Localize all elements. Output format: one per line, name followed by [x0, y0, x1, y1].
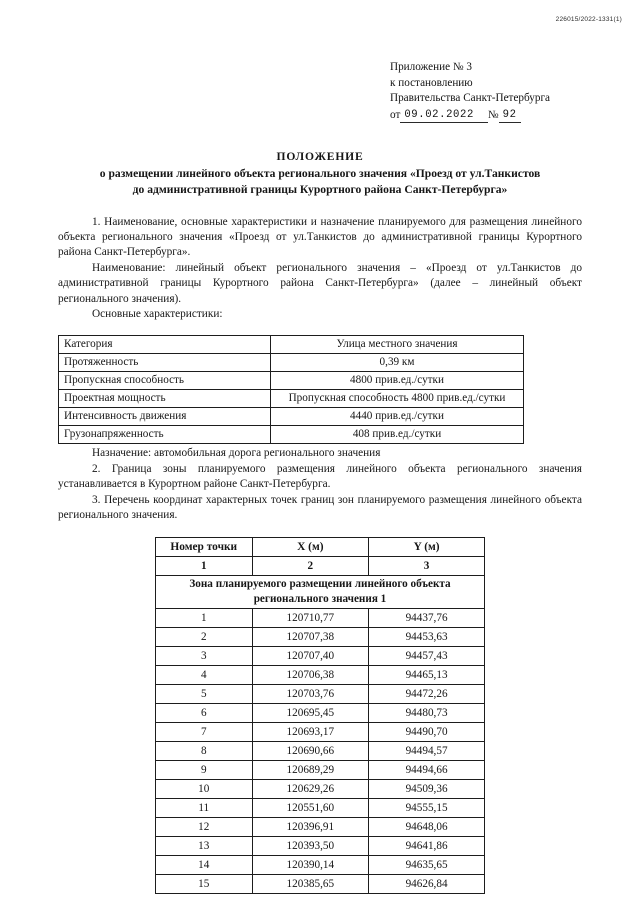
- point-y: 94641,86: [369, 837, 485, 856]
- point-x: 120707,40: [252, 647, 369, 666]
- characteristic-value: Улица местного значения: [271, 336, 524, 354]
- point-x: 120695,45: [252, 704, 369, 723]
- table-row: [156, 742, 485, 761]
- document-body-continued: [58, 446, 582, 523]
- table-row: [156, 875, 485, 894]
- point-x: 120551,60: [252, 799, 369, 818]
- point-y: 94490,70: [369, 723, 485, 742]
- characteristic-key: Интенсивность движения: [59, 408, 271, 426]
- point-number: 7: [156, 723, 253, 742]
- column-index: 2: [252, 557, 369, 576]
- coordinates-section-row: [156, 576, 485, 609]
- point-y: 94626,84: [369, 875, 485, 894]
- coordinates-table-body: [156, 609, 485, 894]
- point-y: 94480,73: [369, 704, 485, 723]
- characteristic-key: Проектная мощность: [59, 390, 271, 408]
- coordinates-table-wrapper: [58, 537, 582, 894]
- point-number: 4: [156, 666, 253, 685]
- point-y: 94635,65: [369, 856, 485, 875]
- table-row: [156, 609, 485, 628]
- column-index: 3: [369, 557, 485, 576]
- coordinates-header-row: [156, 538, 485, 557]
- date-label: от: [390, 108, 401, 121]
- point-x: 120706,38: [252, 666, 369, 685]
- point-x: 120707,38: [252, 628, 369, 647]
- zone-section-title: Зона планируемого размещении линейного объекта регионального значения 1: [156, 576, 485, 609]
- characteristic-key: Протяженность: [59, 354, 271, 372]
- table-row: [156, 818, 485, 837]
- table-row: [156, 837, 485, 856]
- paragraph-1-naming: 1. Наименование, основные характеристики и назначение планируемого для размещения линейного объекта регионального значения «Проезд от ул.Танкистов до административной границы Курортного района Санкт-Петербурга».: [58, 215, 582, 259]
- coordinates-table: [155, 537, 485, 894]
- point-y: 94453,63: [369, 628, 485, 647]
- table-row: [156, 628, 485, 647]
- characteristics-table: [58, 335, 524, 444]
- point-x: 120710,77: [252, 609, 369, 628]
- column-index: 1: [156, 557, 253, 576]
- point-y: 94648,06: [369, 818, 485, 837]
- column-header-point-number: Номер точки: [156, 538, 253, 557]
- table-row: [156, 723, 485, 742]
- decree-number-value: 92: [499, 109, 521, 123]
- table-row: [156, 780, 485, 799]
- characteristic-value: 4440 прив.ед./сутки: [271, 408, 524, 426]
- point-number: 15: [156, 875, 253, 894]
- column-header-x: X (м): [252, 538, 369, 557]
- point-number: 10: [156, 780, 253, 799]
- column-header-y: Y (м): [369, 538, 485, 557]
- number-label: №: [487, 108, 499, 121]
- point-number: 1: [156, 609, 253, 628]
- point-y: 94472,26: [369, 685, 485, 704]
- characteristic-key: Пропускная способность: [59, 372, 271, 390]
- point-number: 14: [156, 856, 253, 875]
- point-x: 120385,65: [252, 875, 369, 894]
- paragraph-2-designation: Наименование: линейный объект регионального значения – «Проезд от ул.Танкистов до административной границы Курортного района Санкт-Петербурга» (далее – линейный объект регионального значения).: [58, 261, 582, 305]
- paragraph-6-coordinates-intro: 3. Перечень координат характерных точек границ зон планируемого размещения линейного объекта регионального значения.: [58, 493, 582, 521]
- characteristic-value: 408 прив.ед./сутки: [271, 426, 524, 444]
- table-row: [156, 856, 485, 875]
- paragraph-5-boundary: 2. Граница зоны планируемого размещения линейного объекта регионального значения устанавливается в Курортном районе Санкт-Петербурга.: [58, 462, 582, 491]
- coordinates-column-number-row: [156, 557, 485, 576]
- characteristic-key: Грузонапряженность: [59, 426, 271, 444]
- characteristic-value: 0,39 км: [271, 354, 524, 372]
- point-x: 120393,50: [252, 837, 369, 856]
- title-subtitle-line-1: о размещении линейного объекта регионального значения «Проезд от ул.Танкистов: [99, 166, 541, 180]
- approval-line-government: Правительства Санкт-Петербурга: [390, 92, 551, 104]
- table-row: [156, 685, 485, 704]
- approval-line-decree: к постановлению: [390, 76, 473, 89]
- decree-date-value: 09.02.2022: [400, 109, 478, 123]
- point-y: 94465,13: [369, 666, 485, 685]
- title-subtitle-line-2: до административной границы Курортного района Санкт-Петербурга»: [132, 183, 508, 196]
- table-row: [156, 799, 485, 818]
- point-x: 120690,66: [252, 742, 369, 761]
- point-number: 6: [156, 704, 253, 723]
- point-x: 120390,14: [252, 856, 369, 875]
- point-number: 12: [156, 818, 253, 837]
- paragraph-4-purpose: Назначение: автомобильная дорога регионального значения: [92, 447, 381, 460]
- document-body: [58, 215, 582, 323]
- table-row: [59, 336, 524, 354]
- point-x: 120396,91: [252, 818, 369, 837]
- point-number: 13: [156, 837, 253, 856]
- underline-spacer: [478, 122, 488, 123]
- paragraph-3-characteristics-label: Основные характеристики:: [92, 307, 223, 320]
- table-row: [59, 354, 524, 372]
- table-row: [59, 426, 524, 444]
- table-row: [59, 408, 524, 426]
- point-number: 11: [156, 799, 253, 818]
- characteristic-value: Пропускная способность 4800 прив.ед./сутки: [271, 390, 524, 408]
- characteristic-value: 4800 прив.ед./сутки: [271, 372, 524, 390]
- point-number: 8: [156, 742, 253, 761]
- point-number: 5: [156, 685, 253, 704]
- point-number: 3: [156, 647, 253, 666]
- table-row: [156, 666, 485, 685]
- point-x: 120693,17: [252, 723, 369, 742]
- characteristic-key: Категория: [59, 336, 271, 354]
- point-y: 94509,36: [369, 780, 485, 799]
- point-number: 9: [156, 761, 253, 780]
- approval-date-number-line: [390, 108, 582, 124]
- table-row: [156, 647, 485, 666]
- scan-registration-stamp: 226015/2022-1331(1): [555, 16, 622, 23]
- point-y: 94494,66: [369, 761, 485, 780]
- point-x: 120629,26: [252, 780, 369, 799]
- table-row: [156, 704, 485, 723]
- table-row: [156, 761, 485, 780]
- point-number: 2: [156, 628, 253, 647]
- point-x: 120703,76: [252, 685, 369, 704]
- point-y: 94555,15: [369, 799, 485, 818]
- document-title-block: [58, 149, 582, 198]
- characteristics-table-body: [59, 336, 524, 444]
- table-row: [59, 390, 524, 408]
- approval-block: [390, 60, 582, 123]
- point-y: 94494,57: [369, 742, 485, 761]
- approval-line-appendix: Приложение № 3: [390, 61, 472, 73]
- coordinates-table-head: [156, 538, 485, 609]
- point-x: 120689,29: [252, 761, 369, 780]
- point-y: 94437,76: [369, 609, 485, 628]
- point-y: 94457,43: [369, 647, 485, 666]
- page-title: ПОЛОЖЕНИЕ: [276, 150, 364, 163]
- table-row: [59, 372, 524, 390]
